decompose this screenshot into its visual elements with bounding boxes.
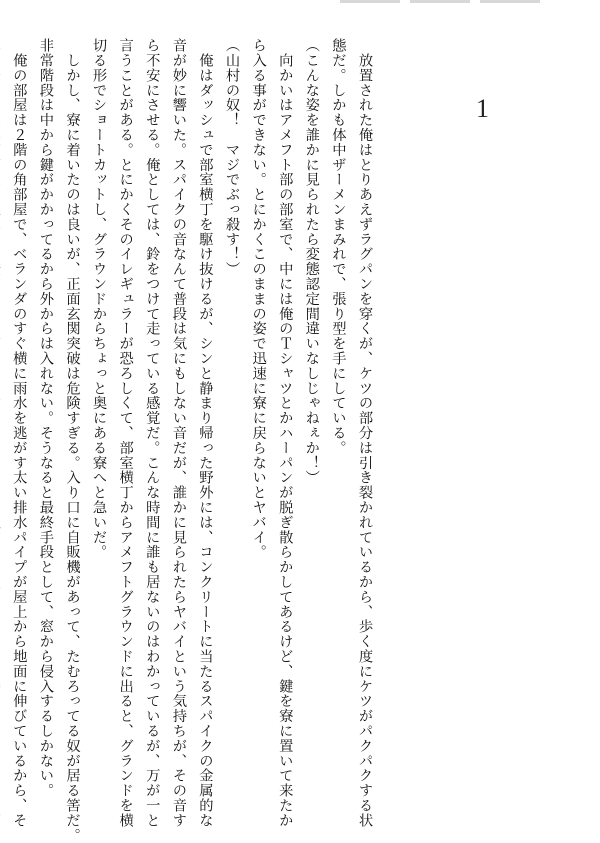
top-edge-mark — [410, 0, 470, 3]
text-line: 音が妙に響いた。スパイクの音なんて普段は気にもしない音だが、誰かに見られたらヤバイという気持ちが、その音す — [170, 38, 187, 828]
vertical-text-body — [0, 38, 378, 843]
text-line: ら不安にさせる。俺としては、鈴をつけて走っている感覚だ。こんな時間に誰も居ないのはわかっているが、万が一と — [144, 38, 161, 828]
text-line: 切る形でショートカットし、グラウンドからちょっと奥にある寮へと急いだ。 — [91, 38, 108, 560]
text-line: ら入る事ができない。とにかくこのままの姿で迅速に寮に戻らないとヤバイ。 — [250, 38, 267, 560]
text-line: 俺の部屋は２階の角部屋で、ベランダのすぐ横に雨水を逃がす太い排水パイプが屋上から地面に伸びているから、そ — [11, 38, 28, 828]
text-line: 放置された俺はとりあえずラグパンを穿くが、ケツの部分は引き裂かれているから、歩く度にケツがパクパクする状 — [357, 38, 373, 828]
text-line — [0, 38, 6, 778]
text-line: （こんな姿を誰かに見られたら変態認定間違いなしじゃねぇか！） — [303, 38, 320, 485]
top-edge-mark — [480, 0, 540, 3]
text-line: 言うことがある。とにかくそのイレギュラーが恐ろしくて、部室横丁からアメフトグラウンドに出ると、グランドを横 — [117, 38, 134, 828]
text-line: 俺はダッシュで部室横丁を駆け抜けるが、シンと静まり帰った野外には、コンクリートに当たるスパイクの金属的な — [197, 38, 214, 828]
text-line: 態だ。しかも体中ザーメンまみれで、張り型を手にしている。 — [330, 38, 347, 456]
page-number: 1 — [476, 94, 489, 123]
text-line: （山村の奴！ マジでぶっ殺す！） — [224, 38, 241, 277]
text-line: しかし、寮に着いたのは良いが、正面玄関突破は危険すぎる。入り口に自販機があって、たむろってる奴が居る筈だ。 — [64, 38, 81, 843]
text-line: 非常階段は中から鍵がかかってるから外からは入れない。そうなると最終手段として、窓から侵入するしかない。 — [37, 38, 54, 798]
text-line: 向かいはアメフト部の部室で、中には俺のＴシャツとかハーパンが脱ぎ散らかしてあるけど、鍵を寮に置いて来たか — [277, 38, 294, 828]
top-edge-mark — [340, 0, 400, 3]
